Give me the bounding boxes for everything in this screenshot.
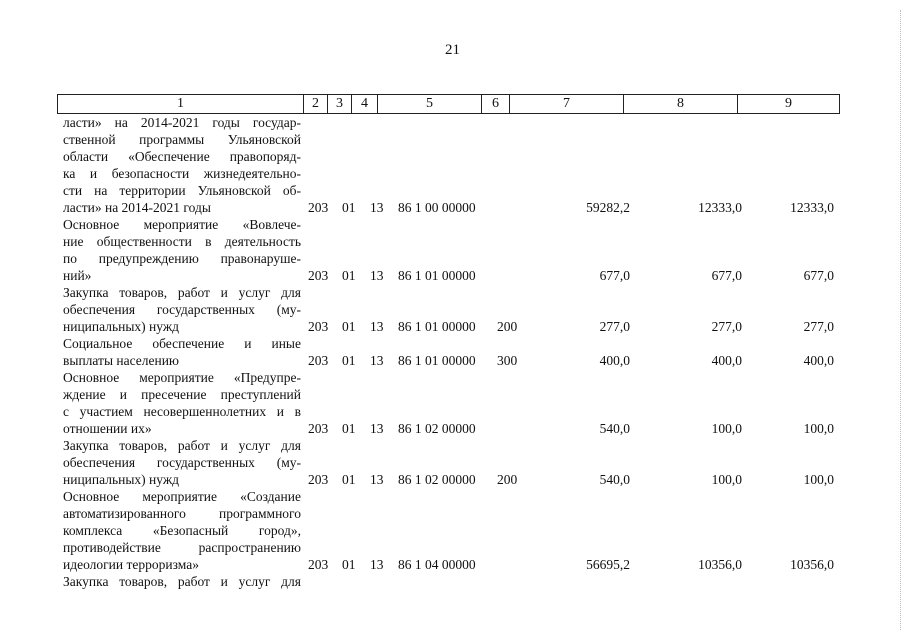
code-csr: 86 1 01 00000 — [398, 268, 476, 283]
amount-col-9: 677,0 — [803, 268, 834, 283]
table-row — [0, 369, 905, 437]
column-number-7: 7 — [510, 95, 624, 114]
description-line: Социальное обеспечение и иные — [63, 336, 301, 351]
code-csr: 86 1 01 00000 — [398, 353, 476, 368]
description-line: ниципальных) нужд — [63, 472, 180, 487]
description-line: сти на территории Ульяновской об- — [63, 183, 301, 198]
table-row — [0, 573, 905, 590]
code-vr: 200 — [497, 472, 518, 487]
code-vr: 200 — [497, 319, 518, 334]
table-row — [0, 216, 905, 284]
column-number-1: 1 — [58, 95, 304, 114]
code-csr: 86 1 00 00000 — [398, 200, 476, 215]
column-number-8: 8 — [624, 95, 738, 114]
description-line: по предупреждению правонаруше- — [63, 251, 301, 266]
column-number-5: 5 — [378, 95, 482, 114]
amount-col-9: 12333,0 — [790, 200, 834, 215]
description-line: ственной программы Ульяновской — [63, 132, 301, 147]
description-line: ний» — [63, 268, 92, 283]
code-pr: 13 — [370, 268, 384, 283]
description-line: с участием несовершеннолетних и в — [63, 404, 301, 419]
description-line: Закупка товаров, работ и услуг для — [63, 574, 301, 589]
description-line: ниципальных) нужд — [63, 319, 180, 334]
code-rz: 01 — [342, 268, 356, 283]
code-gp: 203 — [308, 472, 329, 487]
description-line: ние общественности в деятельность — [63, 234, 301, 249]
column-number-4: 4 — [352, 95, 378, 114]
code-pr: 13 — [370, 200, 384, 215]
description-line: Основное мероприятие «Создание — [63, 489, 301, 504]
column-number-2: 2 — [304, 95, 328, 114]
table-row — [0, 114, 905, 216]
code-csr: 86 1 02 00000 — [398, 421, 476, 436]
code-gp: 203 — [308, 421, 329, 436]
code-pr: 13 — [370, 557, 384, 572]
description-line: обеспечения государственных (му- — [63, 455, 301, 470]
description-line: обеспечения государственных (му- — [63, 302, 301, 317]
column-number-3: 3 — [328, 95, 352, 114]
description-line: противодействие распространению — [63, 540, 301, 555]
description-line: Закупка товаров, работ и услуг для — [63, 438, 301, 453]
code-gp: 203 — [308, 353, 329, 368]
code-rz: 01 — [342, 472, 356, 487]
amount-col-8: 10356,0 — [698, 557, 742, 572]
budget-table-body — [0, 114, 905, 590]
row-description — [63, 573, 301, 590]
description-line: Основное мероприятие «Вовлече- — [63, 217, 301, 232]
code-csr: 86 1 04 00000 — [398, 557, 476, 572]
table-row — [0, 335, 905, 369]
amount-col-7: 59282,2 — [586, 200, 630, 215]
code-rz: 01 — [342, 200, 356, 215]
amount-col-7: 677,0 — [599, 268, 630, 283]
amount-col-8: 277,0 — [711, 319, 742, 334]
code-pr: 13 — [370, 421, 384, 436]
amount-col-8: 100,0 — [711, 472, 742, 487]
amount-col-8: 400,0 — [711, 353, 742, 368]
description-line: Основное мероприятие «Предупре- — [63, 370, 301, 385]
description-line: Закупка товаров, работ и услуг для — [63, 285, 301, 300]
amount-col-7: 540,0 — [599, 421, 630, 436]
description-line: ласти» на 2014-2021 годы государ- — [63, 115, 301, 130]
description-line: ждение и пресечение преступлений — [63, 387, 301, 402]
row-description — [63, 216, 301, 284]
page-number: 21 — [445, 42, 460, 58]
description-line: области «Обеспечение правопоряд- — [63, 149, 301, 164]
code-rz: 01 — [342, 353, 356, 368]
code-pr: 13 — [370, 472, 384, 487]
table-row — [0, 488, 905, 573]
amount-col-9: 100,0 — [803, 421, 834, 436]
amount-col-7: 277,0 — [599, 319, 630, 334]
code-csr: 86 1 01 00000 — [398, 319, 476, 334]
code-vr: 300 — [497, 353, 518, 368]
description-line: ка и безопасности жизнедеятельно- — [63, 166, 301, 181]
amount-col-7: 540,0 — [599, 472, 630, 487]
code-pr: 13 — [370, 353, 384, 368]
column-number-6: 6 — [482, 95, 510, 114]
description-line: выплаты населению — [63, 353, 180, 368]
amount-col-8: 12333,0 — [698, 200, 742, 215]
code-gp: 203 — [308, 557, 329, 572]
row-description — [63, 369, 301, 437]
code-rz: 01 — [342, 421, 356, 436]
code-rz: 01 — [342, 557, 356, 572]
row-description — [63, 488, 301, 573]
table-row — [0, 284, 905, 335]
row-description — [63, 114, 301, 216]
code-csr: 86 1 02 00000 — [398, 472, 476, 487]
amount-col-9: 10356,0 — [790, 557, 834, 572]
amount-col-7: 400,0 — [599, 353, 630, 368]
table-row — [0, 437, 905, 488]
amount-col-9: 100,0 — [803, 472, 834, 487]
description-line: автоматизированного программного — [63, 506, 301, 521]
code-gp: 203 — [308, 268, 329, 283]
code-pr: 13 — [370, 319, 384, 334]
description-line: отношении их» — [63, 421, 152, 436]
amount-col-7: 56695,2 — [586, 557, 630, 572]
code-rz: 01 — [342, 319, 356, 334]
row-description — [63, 284, 301, 335]
description-line: ласти» на 2014-2021 годы — [63, 200, 211, 215]
description-line: комплекса «Безопасный город», — [63, 523, 301, 538]
scan-edge-marks — [898, 10, 901, 630]
amount-col-9: 400,0 — [803, 353, 834, 368]
description-line: идеологии терроризма» — [63, 557, 199, 572]
code-gp: 203 — [308, 319, 329, 334]
column-number-header — [57, 94, 840, 114]
column-number-9: 9 — [738, 95, 840, 114]
row-description — [63, 335, 301, 369]
code-gp: 203 — [308, 200, 329, 215]
amount-col-9: 277,0 — [803, 319, 834, 334]
amount-col-8: 100,0 — [711, 421, 742, 436]
row-description — [63, 437, 301, 488]
amount-col-8: 677,0 — [711, 268, 742, 283]
